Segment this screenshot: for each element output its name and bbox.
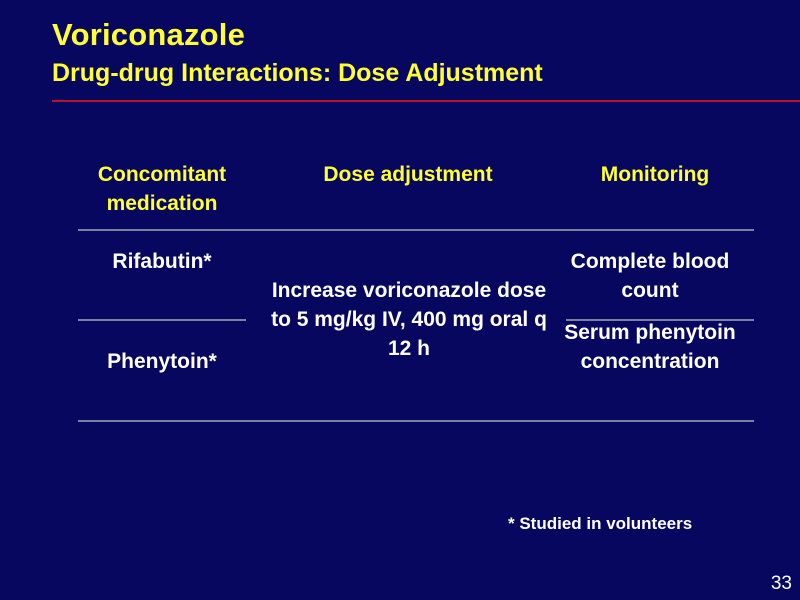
table-bottom-rule [78,420,754,422]
slide-title: Voriconazole [52,17,246,52]
slide-subtitle: Drug-drug Interactions: Dose Adjustment [52,59,543,87]
header-monitoring: Monitoring [600,163,710,186]
row-2-medication: Phenytoin* [107,350,217,373]
row-1-monitoring: Complete blood count [570,250,730,302]
row-1-medication: Rifabutin* [112,250,212,273]
page-number: 33 [770,573,792,594]
dose-adjustment-value: Increase voriconazole dose to 5 mg/kg IV, 400 mg oral q 12 h [271,279,547,360]
header-row-divider [78,229,754,231]
header-concomitant-medication: Concomitant medication [97,163,227,215]
row-divider-left [78,319,246,321]
title-divider [52,100,800,102]
row-2-monitoring: Serum phenytoin concentration [564,321,736,373]
footnote: * Studied in volunteers [508,514,693,533]
header-dose-adjustment: Dose adjustment [323,163,493,186]
